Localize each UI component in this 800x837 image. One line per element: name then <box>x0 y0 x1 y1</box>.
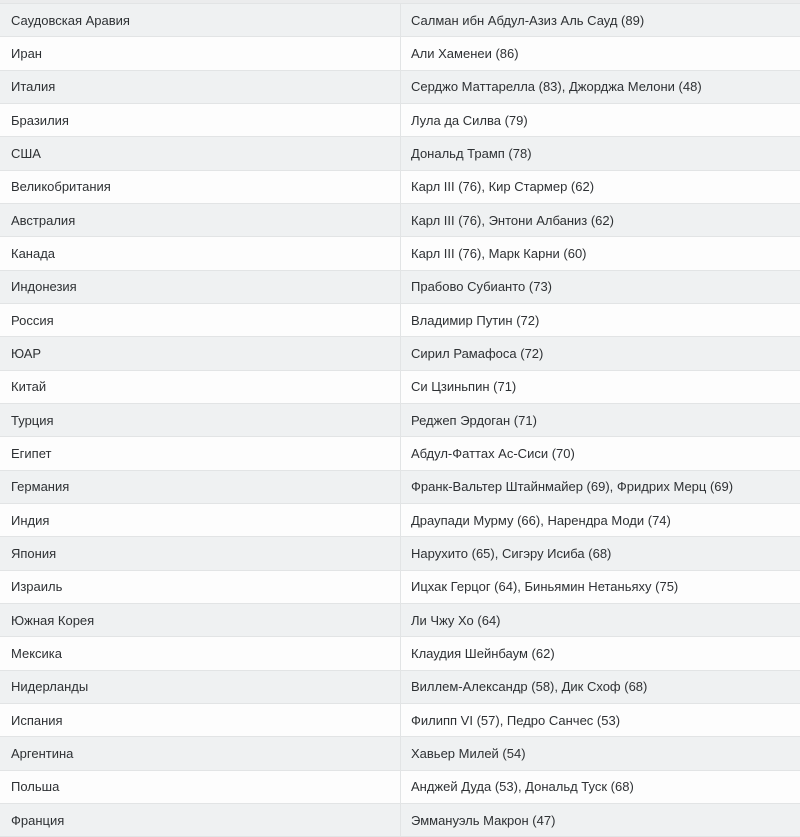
country-cell: Израиль <box>0 571 401 603</box>
table-row <box>0 437 800 470</box>
table-row <box>0 471 800 504</box>
leaders-cell: Си Цзиньпин (71) <box>411 379 517 395</box>
leaders-cell: Абдул-Фаттах Ас-Сиси (70) <box>411 445 575 461</box>
leaders-cell: Карл III (76), Энтони Албаниз (62) <box>411 212 614 228</box>
country-cell: Польша <box>0 771 401 803</box>
leaders-cell: Франк-Вальтер Штайнмайер (69), Фридрих Мерц (69) <box>411 479 734 495</box>
table-row <box>0 137 800 170</box>
leaders-cell: Нарухито (65), Сигэру Исиба (68) <box>411 545 612 561</box>
country-cell: Иран <box>0 37 401 69</box>
table-row <box>0 604 800 637</box>
country-cell: Япония <box>0 537 401 569</box>
table-row <box>0 371 800 404</box>
table-row <box>0 771 800 804</box>
country-cell: Великобритания <box>0 171 401 203</box>
table-row <box>0 704 800 737</box>
country-cell: США <box>0 137 401 169</box>
table-row <box>0 404 800 437</box>
table-row <box>0 304 800 337</box>
table-row <box>0 271 800 304</box>
leaders-cell: Сирил Рамафоса (72) <box>411 345 544 361</box>
country-cell: Индия <box>0 504 401 536</box>
leaders-cell: Реджеп Эрдоган (71) <box>411 412 537 428</box>
leaders-cell: Клаудия Шейнбаум (62) <box>411 645 555 661</box>
country-cell: Нидерланды <box>0 671 401 703</box>
country-cell: ЮАР <box>0 337 401 369</box>
table-row <box>0 71 800 104</box>
table-row <box>0 571 800 604</box>
country-cell: Австралия <box>0 204 401 236</box>
country-cell: Южная Корея <box>0 604 401 636</box>
table-row <box>0 204 800 237</box>
leaders-cell: Владимир Путин (72) <box>411 312 540 328</box>
leaders-cell: Виллем-Александр (58), Дик Схоф (68) <box>411 679 648 695</box>
leaders-cell: Прабово Субианто (73) <box>411 279 553 295</box>
country-cell: Италия <box>0 71 401 103</box>
table-row <box>0 737 800 770</box>
leaders-cell: Ицхак Герцог (64), Биньямин Нетаньяху (75) <box>411 579 679 595</box>
table-row <box>0 337 800 370</box>
leaders-cell: Карл III (76), Кир Стармер (62) <box>411 179 595 195</box>
table-row <box>0 104 800 137</box>
leaders-cell: Салман ибн Абдул-Азиз Аль Сауд (89) <box>411 12 645 28</box>
leaders-cell: Дональд Трамп (78) <box>411 145 532 161</box>
country-cell: Канада <box>0 237 401 269</box>
country-cell: Саудовская Аравия <box>0 4 401 36</box>
table-row <box>0 671 800 704</box>
leaders-table-body <box>0 4 800 837</box>
table-row <box>0 171 800 204</box>
country-cell: Бразилия <box>0 104 401 136</box>
leaders-cell: Филипп VI (57), Педро Санчес (53) <box>411 712 621 728</box>
leaders-cell: Карл III (76), Марк Карни (60) <box>411 245 587 261</box>
country-cell: Индонезия <box>0 271 401 303</box>
leaders-cell: Серджо Маттарелла (83), Джорджа Мелони (48) <box>411 79 702 95</box>
table-row <box>0 804 800 837</box>
country-cell: Египет <box>0 437 401 469</box>
table-row <box>0 237 800 270</box>
table-row <box>0 537 800 570</box>
leaders-cell: Драупади Мурму (66), Нарендра Моди (74) <box>411 512 671 528</box>
country-cell: Китай <box>0 371 401 403</box>
leaders-cell: Али Хаменеи (86) <box>411 45 519 61</box>
leaders-cell: Лула да Силва (79) <box>411 112 528 128</box>
country-cell: Россия <box>0 304 401 336</box>
table-row <box>0 504 800 537</box>
table-row <box>0 4 800 37</box>
country-cell: Германия <box>0 471 401 503</box>
leaders-cell: Анджей Дуда (53), Дональд Туск (68) <box>411 779 634 795</box>
country-cell: Испания <box>0 704 401 736</box>
country-cell: Турция <box>0 404 401 436</box>
country-cell: Франция <box>0 804 401 836</box>
country-cell: Аргентина <box>0 737 401 769</box>
table-row <box>0 637 800 670</box>
table-row <box>0 37 800 70</box>
leaders-cell: Ли Чжу Хо (64) <box>411 612 501 628</box>
country-cell: Мексика <box>0 637 401 669</box>
leaders-cell: Хавьер Милей (54) <box>411 745 526 761</box>
leaders-cell: Эммануэль Макрон (47) <box>411 812 556 828</box>
